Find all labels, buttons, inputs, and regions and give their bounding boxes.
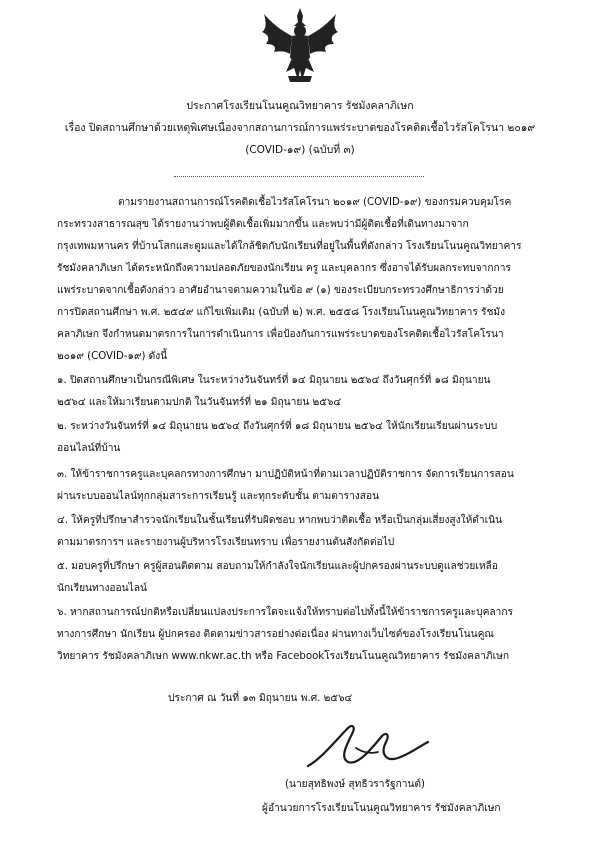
measure-4-cont: ตามมาตรการฯ และรายงานผู้บริหารโรงเรียนทราบ เพื่อรายงานต้นสังกัดต่อไป	[57, 537, 395, 548]
body-line: กระทรวงสาธารณสุข ได้รายงานว่าพบผู้ติดเชื้อเพิ่มมากขึ้น และพบว่ามีผู้ติดเชื้อที่เดินทางมาจาก	[57, 219, 469, 230]
measure-3-cont: ผ่านระบบออนไลน์ทุกกลุ่มสาระการเรียนรู้ และทุกระดับชั้น ตามตารางสอน	[57, 491, 380, 502]
header-separator	[174, 176, 424, 177]
measure-4: ๔. ให้ครูที่ปรึกษาสำรวจนักเรียนในชั้นเรียนที่รับผิดชอบ หากพบว่าติดเชื้อ หรือเป็นกลุ่มเสี่ยงสูงให้ดำเนิน	[57, 515, 503, 526]
body-line: คลาภิเษก จึงกำหนดมาตรการในการดำเนินการ เพื่อป้องกันการแพร่ระบาดของโรคติดเชื้อไวรัสโคโรนา	[57, 329, 504, 340]
body-line: รัชมังคลาภิเษก ได้ตระหนักถึงความปลอดภัยของนักเรียน ครู และบุคลากร ซึ่งอาจได้รับผลกระทบจากการ	[57, 263, 511, 274]
signer-position: ผู้อำนวยการโรงเรียนโนนคูณวิทยาคาร รัชมังคลาภิเษก	[262, 803, 501, 814]
body-line: การปิดสถานศึกษา พ.ศ. ๒๕๔๙ แก้ไขเพิ่มเติม (ฉบับที่ ๒) พ.ศ. ๒๕๕๘ โรงเรียนโนนคูณวิทยาคาร รัชมัง	[57, 307, 506, 318]
measure-6: ๖. หากสถานการณ์ปกติหรือเปลี่ยนแปลงประการใดจะแจ้งให้ทราบต่อไปทั้งนี้ให้ข้าราชการครูและบุคลากร	[57, 607, 514, 618]
measure-5-cont: นักเรียนทางออนไลน์	[57, 583, 147, 594]
measure-6-cont: ทางการศึกษา นักเรียน ผู้ปกครอง ติดตามข่าวสารอย่างต่อเนื่อง ผ่านทางเว็บไซต์ของโรงเรียนโนนคูณ	[57, 629, 494, 640]
garuda-emblem-icon	[258, 6, 342, 88]
measure-2-cont: ออนไลน์ที่บ้าน	[57, 443, 121, 454]
body-line: กรุงเทพมหานคร ที่บ้านโสกแสะตูมและได้ใกล้ชิดกับนักเรียนที่อยู่ในพื้นที่ดังกล่าว โรงเรียนโนนคูณวิทยาคาร	[57, 241, 522, 252]
measure-5: ๕. มอบครูที่ปรึกษา ครูผู้สอนติดตาม สอบถามให้กำลังใจนักเรียนและผู้ปกครองผ่านระบบดูแลช่วยเหลือ	[57, 561, 498, 572]
measure-3: ๓. ให้ข้าราชการครูและบุคลกรทางการศึกษา มาปฏิบัติหน้าที่ตามเวลาปฏิบัติราชการ จัดการเรียนการสอน	[57, 469, 514, 480]
signature-image	[300, 718, 435, 778]
announcement-issuer: ประกาศโรงเรียนโนนคูณวิทยาคาร รัชมังคลาภิเษก	[186, 100, 414, 112]
announcement-date: ประกาศ ณ วันที่ ๑๓ มิถุนายน พ.ศ. ๒๕๖๔	[168, 693, 353, 704]
body-line: ตามรายงานสถานการณ์โรคติดเชื้อไวรัสโคโรนา ๒๐๑๙ (COVID-๑๙) ของกรมควบคุมโรค	[118, 197, 512, 208]
measure-2: ๒. ระหว่างวันจันทร์ที่ ๑๔ มิถุนายน ๒๕๖๔ ถึงวันศุกร์ที่ ๑๘ มิถุนายน ๒๕๖๔ ให้นักเรียนเรียนผ่านระบบ	[57, 421, 498, 432]
measure-6-cont: วิทยาคาร รัชมังคลาภิเษก www.nkwr.ac.th หรือ Facebookโรงเรียนโนนคูณวิทยาคาร รัชมังคลาภิเษก	[57, 651, 509, 662]
signer-name: (นายสุทธิพงษ์ สุทธิวรารัฐกานต์)	[285, 779, 426, 790]
announcement-issue-number: (COVID-๑๙) (ฉบับที่ ๓)	[245, 144, 355, 156]
announcement-subject: เรื่อง ปิดสถานศึกษาด้วยเหตุพิเศษเนื่องจากสถานการณ์การแพร่ระบาดของโรคติดเชื้อไวรัสโคโรนา ๒๐๑๙	[64, 122, 536, 134]
body-line: แพร่ระบาดจากเชื้อดังกล่าว อาศัยอำนาจตามความในข้อ ๙ (๑) ของระเบียบกระทรวงศึกษาธิการว่าด้วย	[57, 285, 504, 296]
measure-1-cont: ๒๕๖๔ และให้มาเรียนตามปกติ ในวันจันทร์ที่ ๒๑ มิถุนายน ๒๕๖๔	[57, 397, 342, 408]
body-line: ๒๐๑๙ (COVID-๑๙) ดังนี้	[57, 351, 168, 362]
measure-1: ๑. ปิดสถานศึกษาเป็นกรณีพิเศษ ในระหว่างวันจันทร์ที่ ๑๔ มิถุนายน ๒๕๖๔ ถึงวันศุกร์ที่ ๑๘ มิถุนายน	[57, 375, 491, 386]
